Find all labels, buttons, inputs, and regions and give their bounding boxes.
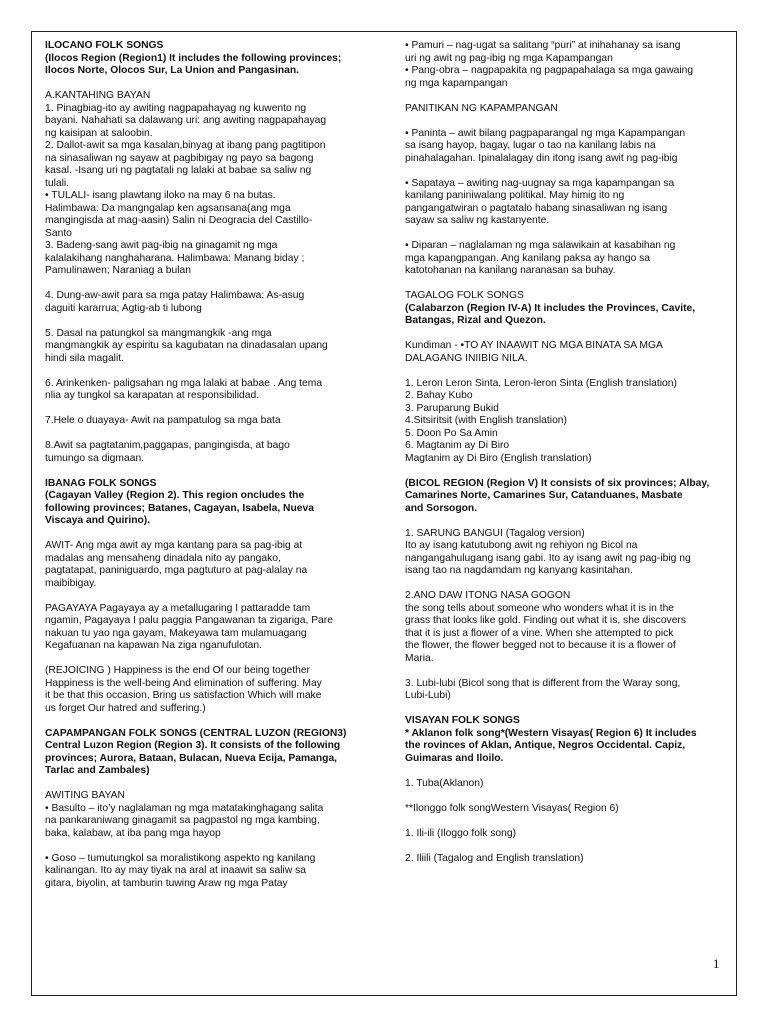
right-column xyxy=(405,40,730,878)
paragraph: • Diparan – naglalaman ng mga salawikain at kasabihan ng mga kapangpangan. Ang kanilang paksa ay hango sa katotohanan na kanilang naranasan sa buhay. xyxy=(405,240,676,276)
paragraph: • Goso – tumutungkol sa moralistikong aspekto ng kanilang kalinangan. Ito ay may tiyak na aral at inaawit sa saliw sa gitara, biyolin, at tamburin tuwing Araw ng mga Patay xyxy=(45,852,316,889)
paragraph: 2.ANO DAW ITONG NASA GOGON the song tells about someone who wonders what it is in the grass that looks like gold. Finding out what it is, she discovers that it is just a flower of a vine. When she attempted to pick the flower, the flower begged not to because it is a flower of Maria. xyxy=(405,590,687,664)
paragraph: Kundiman - •TO AY INAAWIT NG MGA BINATA SA MGA DALAGANG INIIBIG NILA. xyxy=(405,340,663,364)
paragraph: 2. Iliili (Tagalog and English translation) xyxy=(405,852,584,864)
paragraph: 6. Arinkenken- paligsahan ng mga lalaki at babae . Ang tema nlia ay tungkol sa karapatan at responsibilidad. xyxy=(45,377,323,401)
paragraph: 7.Hele o duayaya- Awit na pampatulog sa mga bata xyxy=(45,415,281,426)
paragraph: IBANAG FOLK SONGS (Cagayan Valley (Region 2). This region oncludes the following provinces; Batanes, Cagayan, Isabela, Nueva Viscaya and Quirino). xyxy=(45,477,314,526)
paragraph: CAPAMPANGAN FOLK SONGS (CENTRAL LUZON (REGION3) Central Luzon Region (Region 3). It consists of the following provinces; Aurora, Bataan, Bulacan, Nueva Ecija, Pamanga, Tarlac and Zambales) xyxy=(45,727,347,776)
paragraph: 1. Leron Leron Sinta, Leron-leron Sinta (English translation) 2. Bahay Kubo 3. Paruparung Bukid 4.Sitsiritsit (with English translation) 5. Doon Po Sa Amin 6. Magtanim ay Di Biro Magtanim ay Di Biro (English translation) xyxy=(405,377,677,464)
paragraph: • Pamuri – nag-ugat sa salitang “puri” at inihahanay sa isang uri ng awit ng pag-ibig ng mga Kapampangan • Pang-obra – nagpapakita ng pagpapahalaga sa mga gawaing ng mga kapampangan xyxy=(405,40,694,89)
paragraph: 5. Dasal na patungkol sa mangmangkik -ang mga mangmangkik ay espiritu sa kagubatan na dinadasalan upang hindi sila magalit. xyxy=(45,327,328,364)
paragraph: • Sapataya – awiting nag-uugnay sa mga kapampangan sa kanilang paniniwalang politikal. May himig ito ng pangangatwiran o pagtatalo habang sinasaliwan ng isang sayaw sa saliw ng kastanyente. xyxy=(405,177,675,226)
paragraph: 1. Ili-ili (Iloggo folk song) xyxy=(405,827,517,839)
paragraph: **Ilonggo folk songWestern Visayas( Region 6) xyxy=(405,802,619,814)
paragraph: (REJOICING ) Happiness is the end Of our being together Happiness is the well-being And elimination of suffering. May it be that this occasion, Bring us satisfaction Which will make us forget Our hatred and suffering.) xyxy=(45,665,322,714)
paragraph: 3. Lubi-lubi (Bicol song that is different from the Waray song, Lubi-Lubi) xyxy=(405,677,681,701)
paragraph: PAGAYAYA Pagayaya ay a metallugaring I pattaradde tam ngamin, Pagayaya I palu paggia Pangawanan ta zigariga, Pare nakuan tu yao nga gayam, Makeyawa tam mulamuagang Kegafuanan na kapawan Na ziga nganufulotan. xyxy=(45,602,333,651)
paragraph: (BICOL REGION (Region V) It consists of six provinces; Albay, Camarines Norte, Camarines Sur, Catanduanes, Masbate and Sorsogon. xyxy=(405,477,710,514)
paragraph: AWIT- Ang mga awit ay mga kantang para sa pag-ibig at madalas ang mensaheng dinadala nito ay pangako, pagtatapat, paniniguardo, mga pagtuturo at pag-alalay na maibibigay. xyxy=(45,540,308,589)
paragraph: TAGALOG FOLK SONGS xyxy=(405,290,524,301)
paragraph: 1. Tuba(Aklanon) xyxy=(405,777,484,789)
paragraph: A.KANTAHING BAYAN 1. Pinagbiag-ito ay awiting nagpapahayag ng kuwento ng bayani. Nahahati sa dalawang uri: ang awiting nagpapahayag ng kaisipan at saloobin. 2. Dallot-awit sa mga kasalan,binyag at ibang pang pagtitipon na sinasaliwan ng sayaw at pagbibigay ng payo sa bagong kasal. -Isang uri ng pagtatali ng lalaki at babae sa saliw ng tulali. • TULALI- isang plawtang iloko na may 6 na butas. Halimbawa: Da mangngalap ken agsansana(ang mga mangingisda at mag-aasin) Salin ni Deogracia del Castillo- Santo 3. Badeng-sang awit pag-ibig na ginagamit ng mga kalalakihang nanghaharana. Halimbawa: Manang biday ; Pamulinawen; Naraniag a bulan xyxy=(45,90,327,276)
paragraph: 1. SARUNG BANGUI (Tagalog version) Ito ay isang katutubong awit ng rehiyon ng Bicol na nangangahulugang isang gabi. Ito ay isang awit ng pag-ibig ng isang tao na nagdamdam ng kanyang kasintahan. xyxy=(405,527,691,576)
paragraph: VISAYAN FOLK SONGS * Aklanon folk song*(Western Visayas( Region 6) It includes the rovinces of Aklan, Antique, Negros Occidental. Capiz, Guimaras and Iloilo. xyxy=(405,715,697,764)
paragraph: ILOCANO FOLK SONGS (Ilocos Region (Region1) It includes the following provinces; Ilocos Norte, Olocos Sur, La Union and Pangasinan. xyxy=(45,40,342,76)
paragraph: (Calabarzon (Region IV-A) It includes the Provinces, Cavite, Batangas, Rizal and Quezon. xyxy=(405,302,696,326)
page-number: 1 xyxy=(713,956,720,971)
paragraph: 8.Awit sa pagtatanim,paggapas, pangingisda, at bago tumungo sa digmaan. xyxy=(45,440,290,464)
paragraph: AWITING BAYAN • Basulto – ito’y naglalaman ng mga matatakinghagang salita na pankaraniwang ginagamit sa pagpastol ng mga kambing, baka, kalabaw, at iba pang mga hayop xyxy=(45,790,324,839)
paragraph: • Paninta – awit bilang pagpaparangal ng mga Kapampangan sa isang hayop, bagay, lugar o tao na kanilang labis na pinahalagahan. Ipinalalagay din itong isang awit ng pag-ibig xyxy=(405,127,686,164)
paragraph: 4. Dung-aw-awit para sa mga patay Halimbawa: As-asug daguiti kararrua; Agtig-ab ti lubong xyxy=(45,290,305,314)
left-column xyxy=(45,40,363,903)
paragraph: PANITIKAN NG KAPAMPANGAN xyxy=(405,102,558,114)
